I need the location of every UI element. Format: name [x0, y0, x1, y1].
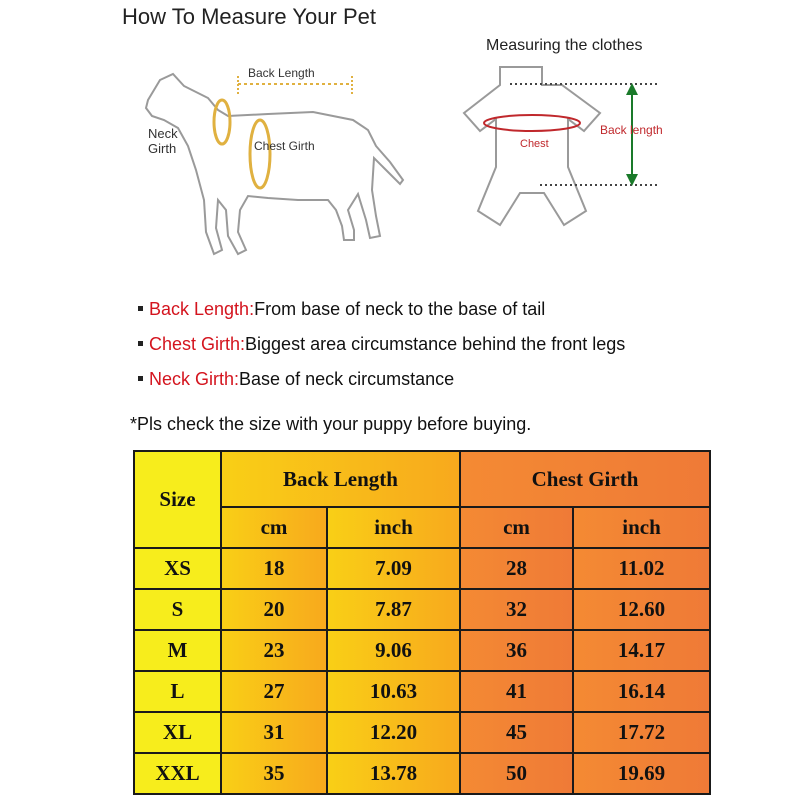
- chest-inch-cell: 17.72: [573, 712, 710, 753]
- size-check-note: *Pls check the size with your puppy before buying.: [130, 414, 532, 434]
- size-cell: M: [134, 630, 221, 671]
- chest-cm-cell: 45: [460, 712, 573, 753]
- definition-term: Neck Girth:: [149, 369, 240, 389]
- chest-inch-cell: 11.02: [573, 548, 710, 589]
- back-cm-cell: 23: [221, 630, 327, 671]
- dog-outline: [146, 74, 403, 254]
- clothes-chest-label: Chest: [520, 138, 549, 150]
- back-inch-cell: 12.20: [327, 712, 460, 753]
- definition-chest-girth: [138, 331, 625, 366]
- size-cell: XS: [134, 548, 221, 589]
- clothes-back-length-label: Back length: [600, 123, 663, 137]
- back-cm-cell: 27: [221, 671, 327, 712]
- chest-girth-label: Chest Girth: [254, 139, 315, 153]
- definition-term: Chest Girth:: [149, 334, 246, 354]
- definition-back-length: [138, 296, 625, 331]
- back-inch-cell: 10.63: [327, 671, 460, 712]
- unit-back-inch: inch: [327, 507, 460, 548]
- back-cm-cell: 35: [221, 753, 327, 794]
- header-size: Size: [134, 451, 221, 548]
- chest-inch-cell: 16.14: [573, 671, 710, 712]
- back-inch-cell: 13.78: [327, 753, 460, 794]
- header-back-length: Back Length: [221, 451, 460, 507]
- definition-text: Biggest area circumstance behind the front legs: [245, 334, 626, 354]
- chest-cm-cell: 28: [460, 548, 573, 589]
- bullet-icon: [138, 376, 143, 381]
- chest-inch-cell: 12.60: [573, 589, 710, 630]
- chest-cm-cell: 36: [460, 630, 573, 671]
- size-cell: L: [134, 671, 221, 712]
- chest-cm-cell: 32: [460, 589, 573, 630]
- back-inch-cell: 7.09: [327, 548, 460, 589]
- size-cell: XXL: [134, 753, 221, 794]
- measurement-definitions: [138, 296, 625, 401]
- back-cm-cell: 18: [221, 548, 327, 589]
- clothes-diagram-title: Measuring the clothes: [486, 37, 643, 54]
- bullet-icon: [138, 306, 143, 311]
- neck-label-line2: Girth: [148, 141, 177, 156]
- page-title: How To Measure Your Pet: [122, 4, 376, 29]
- dog-measurement-diagram: [118, 50, 418, 280]
- back-inch-cell: 9.06: [327, 630, 460, 671]
- table-row: [134, 671, 710, 712]
- unit-chest-inch: inch: [573, 507, 710, 548]
- unit-back-cm: cm: [221, 507, 327, 548]
- chest-cm-cell: 41: [460, 671, 573, 712]
- definition-neck-girth: [138, 366, 625, 401]
- definition-text: From base of neck to the base of tail: [254, 299, 546, 319]
- table-row: [134, 548, 710, 589]
- header-chest-girth: Chest Girth: [460, 451, 710, 507]
- back-inch-cell: 7.87: [327, 589, 460, 630]
- table-row: [134, 589, 710, 630]
- definition-text: Base of neck circumstance: [239, 369, 455, 389]
- chest-inch-cell: 19.69: [573, 753, 710, 794]
- bullet-icon: [138, 341, 143, 346]
- table-row: [134, 712, 710, 753]
- dog-back-length-label: Back Length: [248, 66, 315, 80]
- clothes-measurement-diagram: [450, 55, 695, 245]
- size-cell: S: [134, 589, 221, 630]
- neck-label-line1: Neck: [148, 126, 178, 141]
- back-cm-cell: 20: [221, 589, 327, 630]
- chest-inch-cell: 14.17: [573, 630, 710, 671]
- size-cell: XL: [134, 712, 221, 753]
- unit-chest-cm: cm: [460, 507, 573, 548]
- table-row: [134, 753, 710, 794]
- back-cm-cell: 31: [221, 712, 327, 753]
- definition-term: Back Length:: [149, 299, 255, 319]
- chest-cm-cell: 50: [460, 753, 573, 794]
- size-table: [133, 450, 711, 795]
- table-row: [134, 630, 710, 671]
